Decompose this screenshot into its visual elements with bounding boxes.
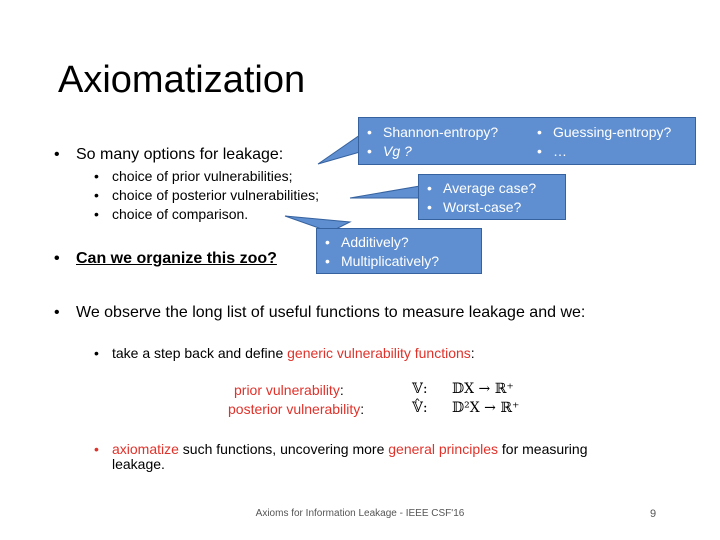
- prior-vulnerability-map: 𝔻X → ℝ⁺: [452, 381, 514, 397]
- sub-bullet-prior: • choice of prior vulnerabilities;: [112, 167, 293, 185]
- callout-shannon: Shannon-entropy?: [383, 124, 499, 140]
- callout-ellipsis: …: [553, 143, 567, 159]
- callout-average-case: Average case?: [443, 180, 537, 196]
- callout-case: • Average case? • Worst-case?: [418, 174, 566, 220]
- slide-footer: Axioms for Information Leakage - IEEE CSF'16: [255, 508, 465, 519]
- callout-vg: Vg ?: [383, 143, 412, 159]
- prior-vulnerability-symbol: 𝕍:: [412, 381, 428, 397]
- posterior-vulnerability-map: 𝔻²X → ℝ⁺: [452, 400, 520, 416]
- generic-vulnerability-functions: generic vulnerability functions: [287, 345, 471, 361]
- sub-bullet-comparison: • choice of comparison.: [112, 205, 248, 223]
- prior-vulnerability-def: prior vulnerability:: [234, 382, 344, 398]
- prior-vulnerability-label: prior vulnerability: [234, 382, 340, 398]
- bullet-organize: • Can we organize this zoo?: [76, 249, 277, 269]
- posterior-vulnerability-def: posterior vulnerability:: [228, 401, 365, 417]
- mid-callout-tail: [350, 186, 420, 198]
- bullet-options: • So many options for leakage:: [76, 145, 283, 165]
- callout-additively: Additively?: [341, 234, 409, 250]
- general-principles: general principles: [388, 441, 498, 457]
- axiomatize-word: axiomatize: [112, 441, 179, 457]
- sub-bullet-posterior: • choice of posterior vulnerabilities;: [112, 186, 319, 204]
- callout-entropy: • Shannon-entropy? • Vg ? • Guessing-entropy? • …: [358, 117, 696, 165]
- axiomatize-line2: leakage.: [112, 456, 165, 472]
- slide-title: Axiomatization: [58, 59, 306, 101]
- page-number: 9: [650, 508, 657, 520]
- sub-bullet-axiomatize: • axiomatize such functions, uncovering more general principles for measuring: [94, 441, 588, 457]
- callout-guessing: Guessing-entropy?: [553, 124, 672, 140]
- callout-worst-case: Worst-case?: [443, 199, 522, 215]
- posterior-vulnerability-symbol: 𝕍̂:: [412, 400, 428, 416]
- callout-multiplicatively: Multiplicatively?: [341, 253, 440, 269]
- sub-bullet-step-back: • take a step back and define generic vulnerability functions:: [112, 344, 475, 362]
- callout-comparison: • Additively? • Multiplicatively?: [316, 228, 482, 274]
- top-callout-tail: [318, 135, 360, 164]
- posterior-vulnerability-label: posterior vulnerability: [228, 401, 361, 417]
- bullet-observe: • We observe the long list of useful functions to measure leakage and we:: [76, 303, 585, 323]
